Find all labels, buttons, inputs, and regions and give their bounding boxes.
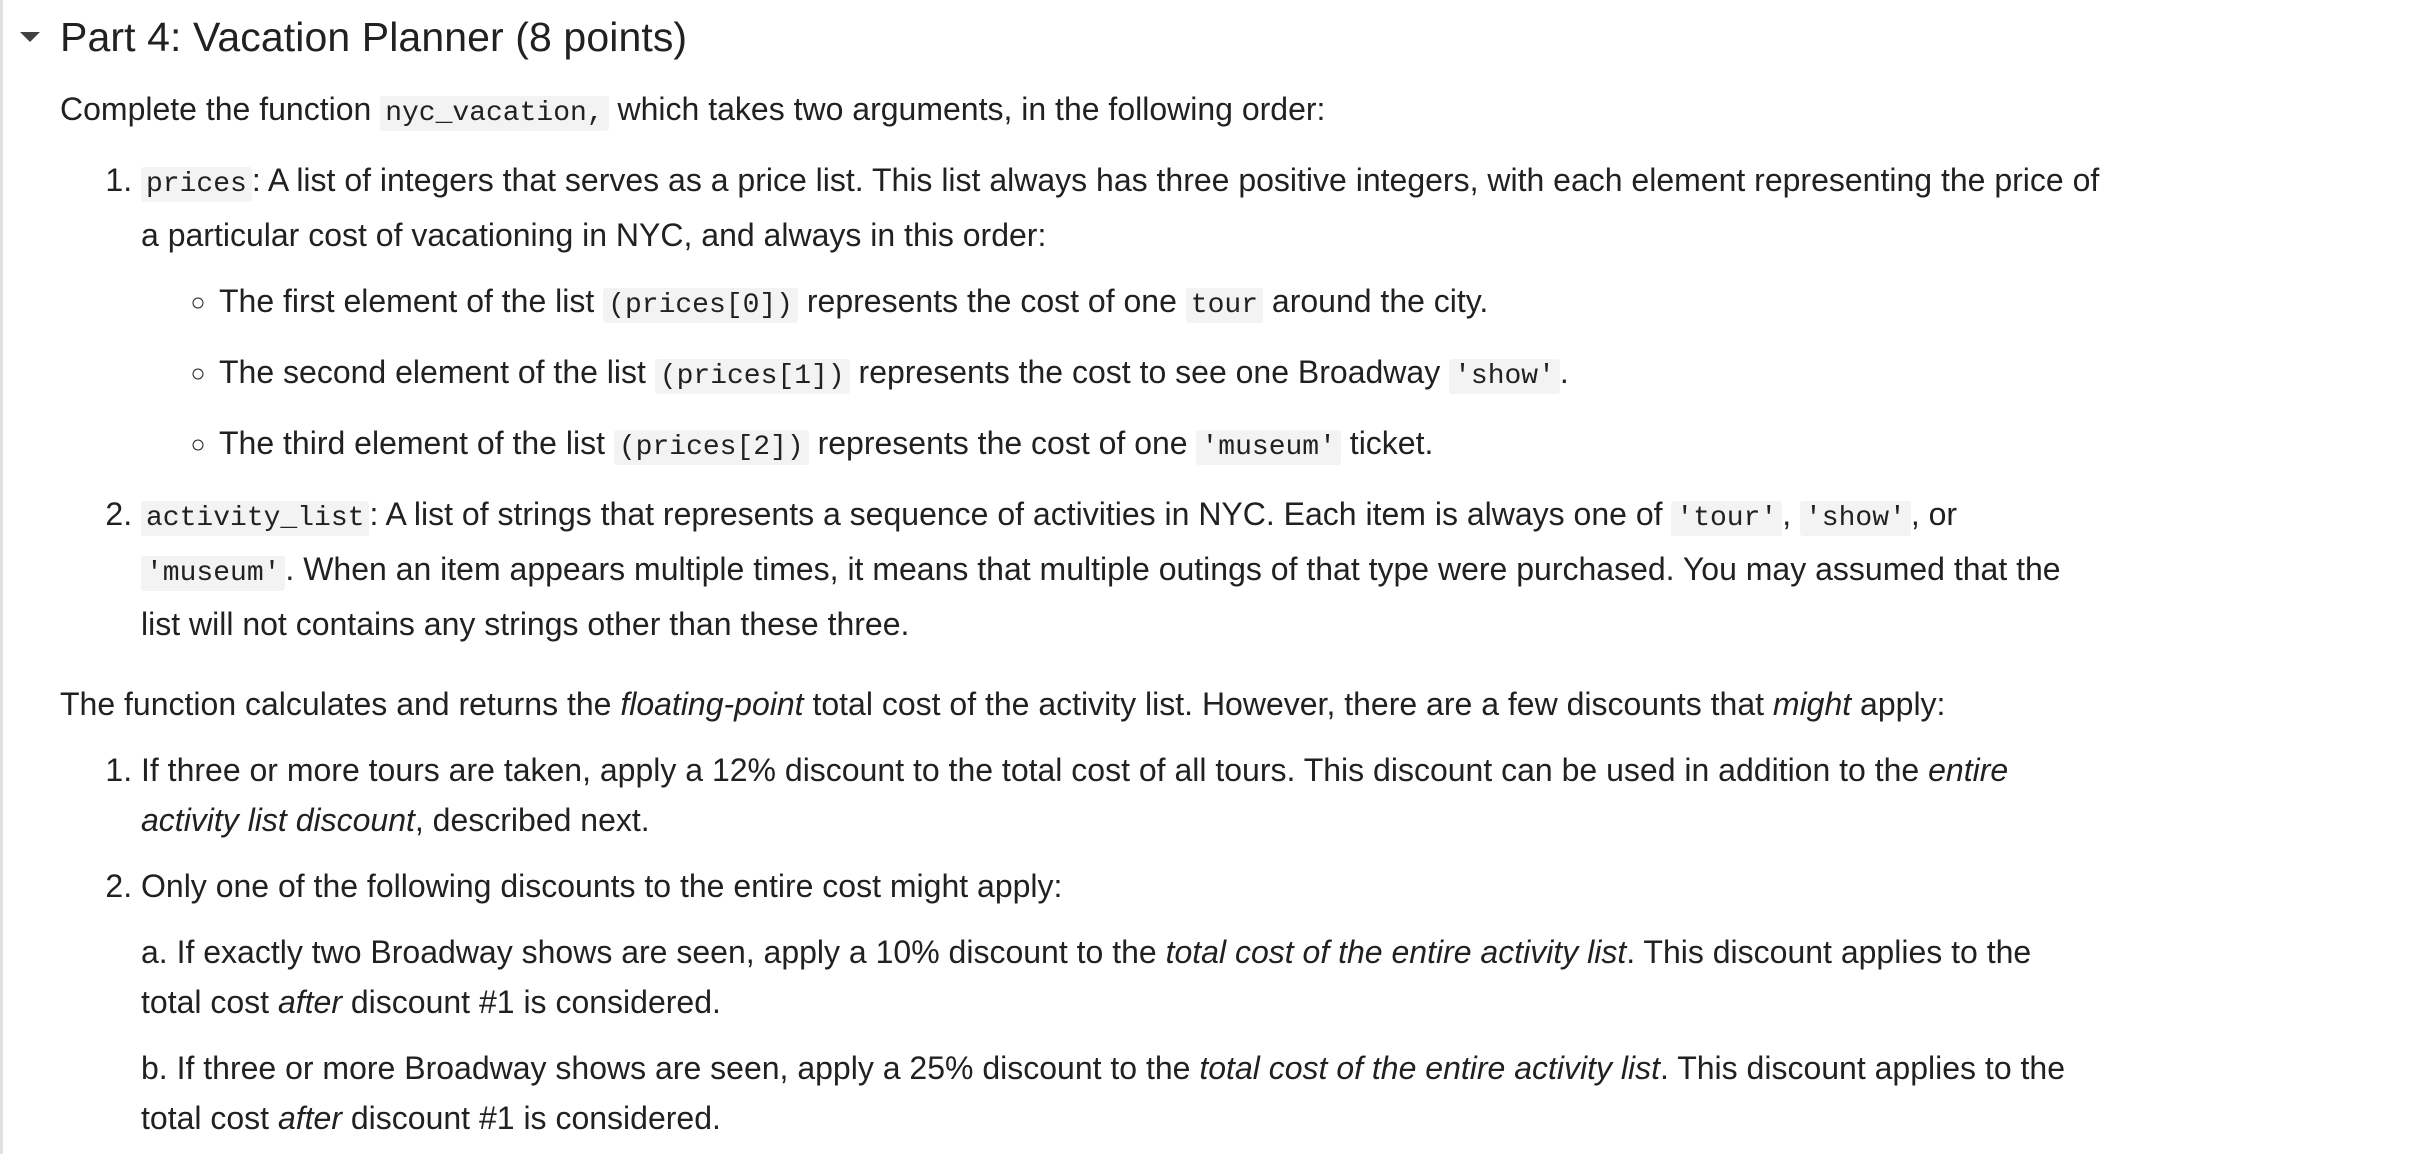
calc-text: The function calculates and returns the	[60, 686, 621, 722]
triangle-down-icon-svg	[18, 30, 42, 44]
discount-option-b	[141, 1043, 2100, 1143]
prices-code: prices	[141, 167, 252, 202]
discount-text: . This discount applies to the total cost	[141, 1050, 2065, 1136]
calc-emphasis: might	[1772, 686, 1852, 722]
prices-element-item	[219, 347, 2100, 402]
discount-text: Only one of the following discounts to the entire cost might apply:	[141, 868, 1063, 904]
discounts-list	[60, 745, 2100, 1143]
argument-prices	[141, 155, 2100, 473]
intro-text-1: Complete the function	[60, 91, 381, 127]
prices-element-text: .	[1559, 354, 1569, 390]
intro-paragraph	[60, 84, 2100, 139]
discount-emphasis: after	[277, 984, 342, 1020]
activity-code: 'museum'	[141, 556, 285, 591]
activity-code: 'show'	[1800, 501, 1911, 536]
prices-element-item	[219, 276, 2100, 331]
discount-text: , described next.	[414, 802, 650, 838]
calc-text: total cost of the activity list. However, there are a few discounts that	[803, 686, 1773, 722]
calc-text: apply:	[1851, 686, 1946, 722]
prices-element-text: The first element of the list	[219, 283, 604, 319]
prices-element-item	[219, 418, 2100, 473]
prices-element-text: ticket.	[1340, 425, 1434, 461]
activity-code: tour	[1186, 288, 1263, 323]
activity-code: 'tour'	[1671, 501, 1782, 536]
discount-text: discount #1 is considered.	[341, 984, 721, 1020]
discount-option-a	[141, 927, 2100, 1027]
discount-emphasis: total cost of the entire activity list	[1199, 1050, 1660, 1086]
discount-text: . This discount applies to the total cost	[141, 934, 2032, 1020]
prices-elements-list	[141, 276, 2100, 473]
discount-emphasis: entire activity list discount	[141, 752, 2009, 838]
prices-element-text: represents the cost of one	[798, 283, 1186, 319]
prices-index-code: (prices[0])	[603, 288, 798, 323]
calc-emphasis: floating-point	[620, 686, 804, 722]
section-content	[60, 84, 2100, 1159]
activity-list-text: ,	[1782, 496, 1800, 532]
discount-emphasis: total cost of the entire activity list	[1165, 934, 1627, 970]
prices-element-text: represents the cost of one	[808, 425, 1197, 461]
discount-emphasis: after	[277, 1100, 342, 1136]
arguments-list	[60, 155, 2100, 649]
calculation-paragraph	[60, 679, 2100, 729]
argument-activity-list	[141, 489, 2100, 649]
activity-list-code: activity_list	[141, 501, 369, 536]
prices-description: : A list of integers that serves as a price list. This list always has three positive integers, with each element representing the price of a particular cost of vacationing in NYC, and always in this order:	[141, 162, 2100, 253]
section-title: Part 4: Vacation Planner (8 points)	[60, 13, 688, 60]
activity-list-text: : A list of strings that represents a sequence of activities in NYC. Each item is always one of	[369, 496, 1672, 532]
discount-text: If three or more tours are taken, apply a 12% discount to the total cost of all tours. This discount can be used in addition to the	[141, 752, 1929, 788]
activity-code: 'museum'	[1196, 430, 1340, 465]
discount-text: discount #1 is considered.	[341, 1100, 721, 1136]
activity-list-text: , or	[1910, 496, 1958, 532]
function-name-code: nyc_vacation,	[380, 96, 608, 131]
discount-text: b. If three or more Broadway shows are seen, apply a 25% discount to the	[141, 1050, 1200, 1086]
intro-text-2: which takes two arguments, in the following order:	[608, 91, 1326, 127]
left-border	[0, 0, 3, 1154]
discount-tours	[141, 745, 2100, 845]
prices-index-code: (prices[2])	[614, 430, 809, 465]
section-header[interactable]	[0, 0, 687, 74]
prices-index-code: (prices[1])	[655, 359, 850, 394]
triangle-down-icon[interactable]	[0, 0, 60, 74]
discount-text: a. If exactly two Broadway shows are seen, apply a 10% discount to the	[141, 934, 1166, 970]
prices-element-text: represents the cost to see one Broadway	[849, 354, 1450, 390]
prices-element-text: The second element of the list	[219, 354, 655, 390]
prices-element-text: around the city.	[1263, 283, 1489, 319]
discount-entire-cost	[141, 861, 2100, 1143]
activity-code: 'show'	[1449, 359, 1560, 394]
prices-element-text: The third element of the list	[219, 425, 614, 461]
activity-list-text: . When an item appears multiple times, it means that multiple outings of that type were purchased. You may assumed that the list will not contains any strings other than these three.	[141, 551, 2061, 642]
